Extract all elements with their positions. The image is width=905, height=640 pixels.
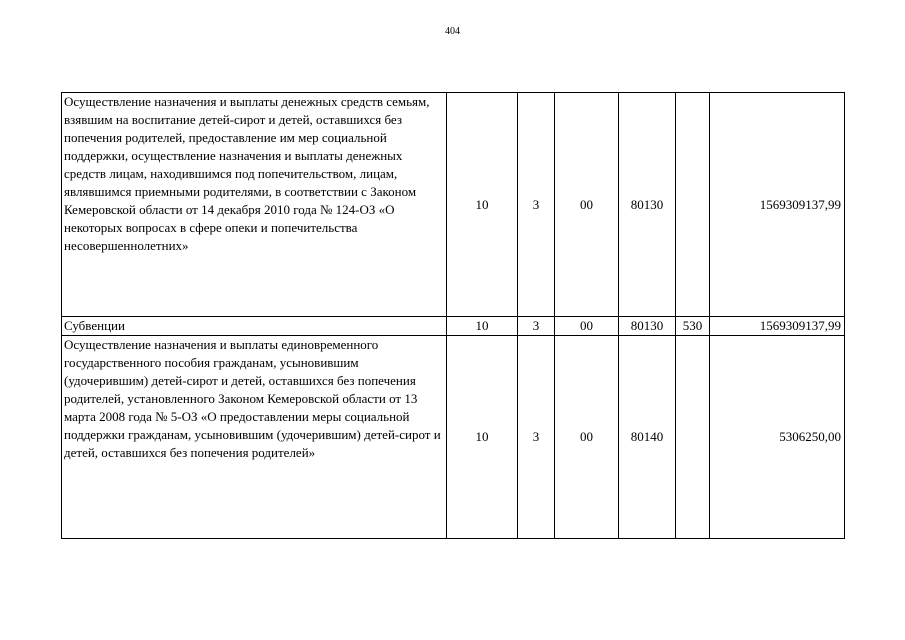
subsection-code: 3 <box>518 317 555 336</box>
amount-cell: 1569309137,99 <box>710 93 845 317</box>
section-code: 10 <box>447 317 518 336</box>
subsection-code: 3 <box>518 93 555 317</box>
table-row <box>62 93 845 317</box>
expense-type-code <box>676 93 710 317</box>
program-code: 00 <box>555 336 619 539</box>
amount-cell: 5306250,00 <box>710 336 845 539</box>
budget-table <box>61 92 845 539</box>
target-code: 80130 <box>619 317 676 336</box>
subsection-code: 3 <box>518 336 555 539</box>
expense-type-code <box>676 336 710 539</box>
page-number: 404 <box>445 26 460 37</box>
target-code: 80130 <box>619 93 676 317</box>
row-description: Субвенции <box>62 317 447 336</box>
amount-cell: 1569309137,99 <box>710 317 845 336</box>
row-description: Осуществление назначения и выплаты единовременного государственного пособия гражданам, усыновившим (удочерившим) детей-сирот и детей, оставшихся без попечения родителей, установленного Законом Кемеровской области от 13 марта 2008 года № 5-ОЗ «О предоставлении меры социальной поддержки гражданам, усыновившим (удочерившим) детей-сирот и детей, оставшихся без попечения родителей» <box>62 336 447 539</box>
expense-type-code: 530 <box>676 317 710 336</box>
program-code: 00 <box>555 317 619 336</box>
table-row <box>62 317 845 336</box>
row-description: Осуществление назначения и выплаты денежных средств семьям, взявшим на воспитание детей-сирот и детей, оставшихся без попечения родителей, предоставление им мер социальной поддержки, осуществление назначения и выплаты денежных средств лицам, находившимся под попечительством, лицам, являвшимся приемными родителями, в соответствии с Законом Кемеровской области от 14 декабря 2010 года № 124-ОЗ «О некоторых вопросах в сфере опеки и попечительства несовершеннолетних» <box>62 93 447 317</box>
target-code: 80140 <box>619 336 676 539</box>
section-code: 10 <box>447 93 518 317</box>
program-code: 00 <box>555 93 619 317</box>
table-row <box>62 336 845 539</box>
section-code: 10 <box>447 336 518 539</box>
